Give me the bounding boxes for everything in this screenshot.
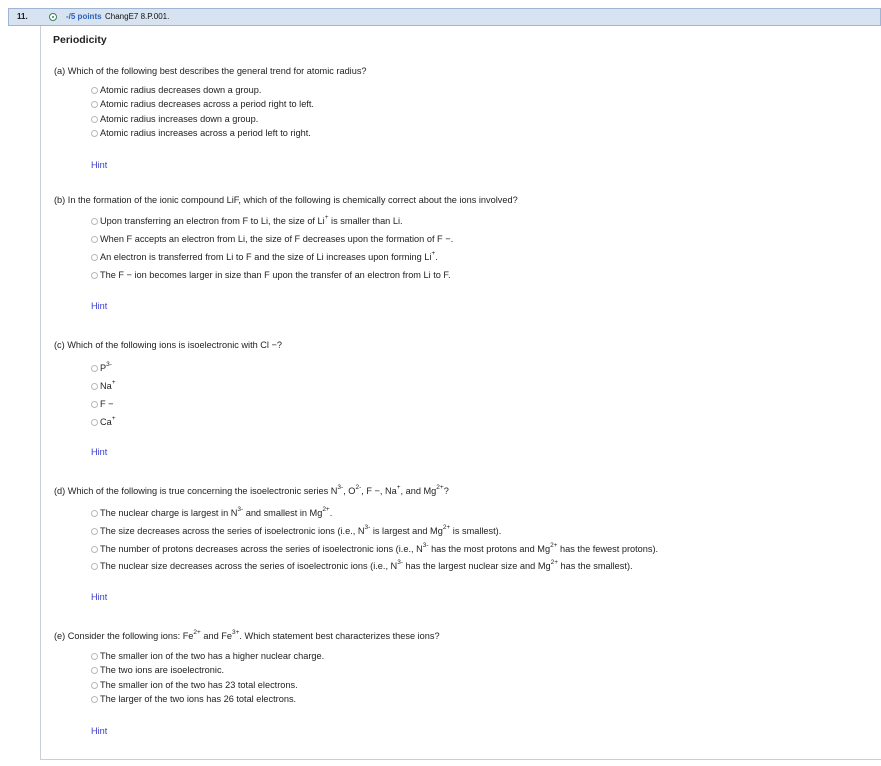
question-c-prompt: (c) Which of the following ions is isoelectronic with Cl −? [54,340,282,350]
radio-button[interactable] [91,528,98,535]
option-a-4[interactable] [91,128,311,138]
option-label: Upon transferring an electron from F to Li, the size of Li+ is smaller than Li. [100,213,403,226]
option-label: The size decreases across the series of isoelectronic ions (i.e., $N^{3-}$ is largest and $Mg^{2+}$ is smallest). [100,523,502,536]
hint-link-e[interactable]: Hint [91,726,108,736]
radio-button[interactable] [91,218,98,225]
option-a-3[interactable] [91,114,258,124]
option-b-2[interactable] [91,234,453,244]
option-e-2[interactable] [91,665,224,675]
radio-button[interactable] [91,272,98,279]
hint-link-a[interactable]: Hint [91,160,108,170]
hint-link-d[interactable]: Hint [91,592,108,602]
option-d-3[interactable] [91,541,659,554]
option-d-1[interactable] [91,505,333,518]
option-label: The nuclear charge is largest in $N^{3-}$ and smallest in $Mg^{2+}$. [100,505,333,518]
radio-button[interactable] [91,101,98,108]
question-number: 11. [17,12,28,21]
radio-button[interactable] [91,401,98,408]
radio-button[interactable] [91,546,98,553]
option-label: When F accepts an electron from Li, the size of F decreases upon the formation of F −. [100,234,454,244]
radio-button[interactable] [91,667,98,674]
option-label: The larger of the two ions has 26 total electrons. [100,694,297,704]
option-label: The nuclear size decreases across the series of isoelectronic ions (i.e., $N^{3-}$ has the largest nuclear size and $Mg^{2+}$ has the smallest). [100,558,633,571]
option-label: The smaller ion of the two has 23 total electrons. [100,680,298,690]
option-b-1[interactable] [91,213,403,226]
radio-button[interactable] [91,510,98,517]
hint-link-c[interactable]: Hint [91,447,108,457]
problem-code: ChangE7 8.P.001. [105,12,170,21]
question-b-prompt [54,195,518,205]
option-d-2[interactable] [91,523,502,536]
radio-button[interactable] [91,563,98,570]
radio-button[interactable] [91,236,98,243]
question-a-prompt: (a) Which of the following best describes the general trend for atomic radius? [54,66,367,76]
option-a-1[interactable] [91,85,261,95]
radio-button[interactable] [91,130,98,137]
option-label: Ca+ [100,414,116,427]
question-b-prompt-text: (b) In the formation of the ionic compound LiF, which of the following is chemically correct about the ions involved? [54,195,518,205]
option-label: Atomic radius decreases down a group. [100,85,262,95]
option-label: F − [100,399,114,409]
radio-button[interactable] [91,365,98,372]
hint-link-b[interactable]: Hint [91,301,108,311]
option-e-1[interactable] [91,651,324,661]
radio-button[interactable] [91,696,98,703]
option-label: An electron is transferred from Li to F and the size of Li increases upon forming Li+. [100,249,438,262]
option-c-2[interactable] [91,378,116,391]
radio-button[interactable] [91,116,98,123]
option-label: Atomic radius increases across a period left to right. [100,128,311,138]
option-label: Atomic radius increases down a group. [100,114,259,124]
option-a-2[interactable] [91,99,314,109]
option-label: The F − ion becomes larger in size than F upon the transfer of an electron from Li to F. [100,270,451,280]
radio-button[interactable] [91,419,98,426]
question-header-bar [8,8,881,26]
option-label: The smaller ion of the two has a higher nuclear charge. [100,651,325,661]
option-b-3[interactable] [91,249,438,262]
option-label: Na+ [100,378,116,391]
page-title: Periodicity [53,34,107,46]
question-e-prompt: (e) Consider the following ions: $Fe^{2+}$ and $Fe^{3+}$. Which statement best characterizes these ions? [54,628,440,641]
points-label: -/5 points [66,12,102,21]
radio-button[interactable] [91,653,98,660]
option-b-4[interactable] [91,270,451,280]
status-circle-icon [49,13,57,21]
option-c-4[interactable] [91,414,116,427]
option-label: Atomic radius decreases across a period right to left. [100,99,314,109]
radio-button[interactable] [91,254,98,261]
option-label: The two ions are isoelectronic. [100,665,225,675]
option-e-3[interactable] [91,680,298,690]
option-c-1[interactable] [91,360,112,373]
option-label: $P^{3-}$ [100,360,112,373]
option-d-4[interactable] [91,558,633,571]
radio-button[interactable] [91,383,98,390]
radio-button[interactable] [91,682,98,689]
option-c-3[interactable] [91,399,114,409]
option-label: The number of protons decreases across the series of isoelectronic ions (i.e., $N^{3-}$ has the most protons and $Mg^{2+}$ has the fewest protons). [100,541,659,554]
radio-button[interactable] [91,87,98,94]
option-e-4[interactable] [91,694,296,704]
question-d-prompt: (d) Which of the following is true concerning the isoelectronic series $N^{3-}$, $O^{2-}$, F −, Na+, and $Mg^{2+}$? [54,483,449,496]
